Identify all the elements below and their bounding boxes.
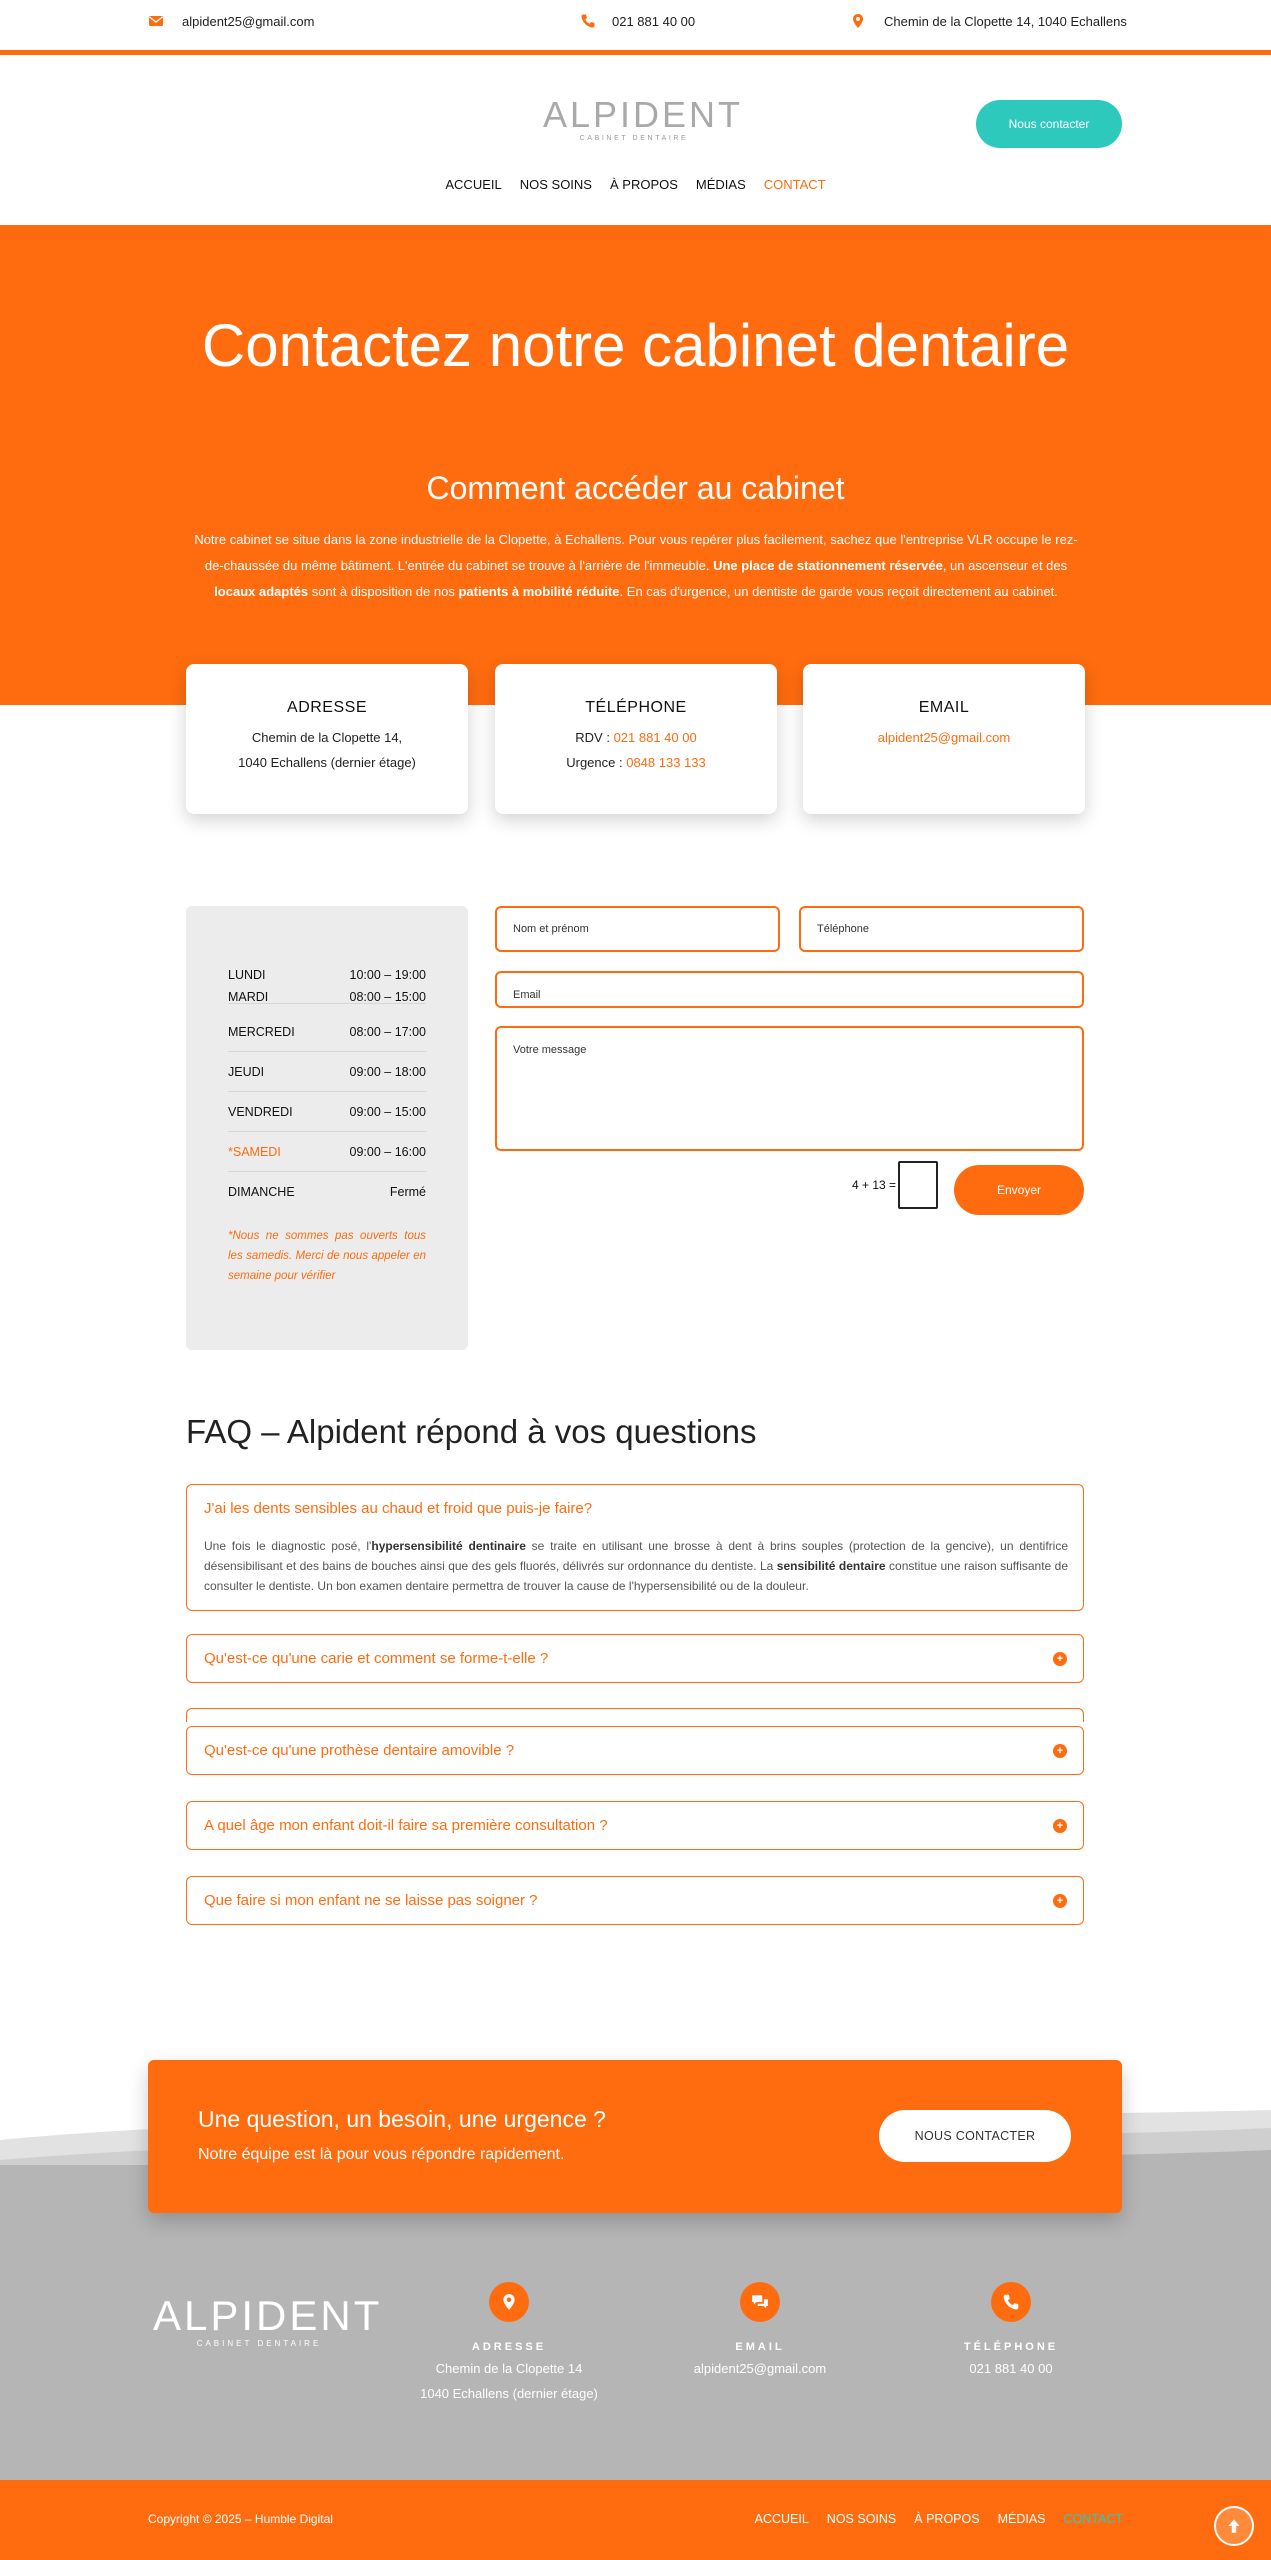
hours-note: *Nous ne sommes pas ouverts tous les samedis. Merci de nous appeler en semaine pour vérifier (228, 1230, 426, 1282)
hours-row: *SAMEDI 09:00 – 16:00 (228, 1132, 426, 1172)
plus-circle-icon[interactable]: + (1053, 1652, 1067, 1666)
footer-address (409, 2282, 609, 2406)
phone-icon (991, 2282, 1031, 2322)
faq-question[interactable]: A quel âge mon enfant doit-il faire sa première consultation ? (204, 1817, 608, 1834)
email-card-link[interactable]: alpident25@gmail.com (877, 730, 1011, 745)
hours-row: DIMANCHE Fermé (228, 1185, 426, 1199)
name-input[interactable]: Nom et prénom (495, 906, 780, 952)
topbar-email[interactable] (148, 13, 314, 29)
cta-banner (148, 2060, 1122, 2213)
topbar-email-text: alpident25@gmail.com (182, 13, 315, 29)
plus-circle-icon[interactable]: + (1053, 1894, 1067, 1908)
footer-logo[interactable] (153, 2292, 383, 2348)
captcha-input[interactable] (898, 1161, 938, 1209)
opening-hours-panel (186, 906, 468, 1350)
topbar-phone[interactable] (580, 13, 695, 29)
footer-phone-link[interactable]: 021 881 40 00 (969, 2361, 1053, 2376)
top-bar (0, 0, 1271, 55)
faq-question[interactable]: Que faire si mon enfant ne se laisse pas soigner ? (204, 1892, 538, 1909)
topbar-address-text: Chemin de la Clopette 14, 1040 Echallens (884, 13, 1127, 29)
footer-email-link[interactable]: alpident25@gmail.com (693, 2361, 827, 2376)
hero-section (0, 225, 1271, 705)
footer-nav-accueil[interactable]: ACCUEIL (754, 2512, 809, 2526)
footer-nav-a-propos[interactable]: À PROPOS (914, 2512, 980, 2526)
footer-nav-contact[interactable]: CONTACT (1063, 2512, 1123, 2526)
footer-email (660, 2282, 860, 2381)
cta-title: Une question, un besoin, une urgence ? (198, 2106, 606, 2132)
faq-title: FAQ – Alpident répond à vos questions (186, 1413, 757, 1450)
cta-contact-button[interactable]: NOUS CONTACTER (879, 2110, 1071, 2162)
faq-item-open[interactable] (186, 1484, 1084, 1611)
footer-nav (737, 2512, 1123, 2526)
address-line-2: 1040 Echallens (dernier étage) (238, 755, 416, 770)
scroll-to-top-button[interactable] (1214, 2506, 1254, 2546)
hero-description: Notre cabinet se situe dans la zone industrielle de la Clopette, à Echallens. Pour vous repérer plus facilement, sachez que l'entreprise VLR occupe le rez-de-chaussée du même bâtiment. L'entrée du cabinet se trouve à l'arrière de l'immeuble. Une place de stationnement réservée, un ascenseur et des locaux adaptés sont à disposition de nos patients à mobilité réduite. En cas d'urgence, un dentiste de garde vous reçoit directement au cabinet. (194, 532, 1078, 599)
topbar-address (850, 13, 1127, 29)
copyright: Copyright © 2025 – Humble Digital (148, 2512, 333, 2526)
footer-address-line-2: 1040 Echallens (dernier étage) (420, 2386, 598, 2401)
footer-address-line-1: Chemin de la Clopette 14 (435, 2361, 583, 2376)
plus-circle-icon[interactable]: + (1053, 1744, 1067, 1758)
arrow-up-icon (1225, 2517, 1243, 2535)
page-title: Contactez notre cabinet dentaire (201, 312, 1070, 379)
hours-row: MARDI 08:00 – 15:00 (228, 992, 426, 1004)
footer-address-title: ADRESSE (471, 2341, 547, 2353)
footer-nav-nos-soins[interactable]: NOS SOINS (826, 2512, 897, 2526)
envelope-icon (148, 13, 164, 29)
address-card-title: ADRESSE (287, 699, 367, 716)
site-header (0, 60, 1271, 225)
faq-item[interactable] (186, 1726, 1084, 1775)
urgence-phone-link[interactable]: 0848 133 133 (626, 755, 706, 770)
hours-row: LUNDI 10:00 – 19:00 (228, 968, 426, 982)
cta-text: Notre équipe est là pour vous répondre rapidement. (198, 2146, 565, 2163)
send-button[interactable]: Envoyer (954, 1165, 1084, 1215)
hours-row: VENDREDI 09:00 – 15:00 (228, 1092, 426, 1132)
hours-row: JEUDI 09:00 – 18:00 (228, 1052, 426, 1092)
nav-nos-soins[interactable]: NOS SOINS (519, 177, 592, 192)
address-line-1: Chemin de la Clopette 14, (251, 730, 403, 745)
map-pin-icon (850, 13, 866, 29)
phone-icon (580, 13, 596, 29)
footer-logo-subtitle: CABINET DENTAIRE (196, 2339, 322, 2348)
faq-question[interactable]: Qu'est-ce qu'une carie et comment se forme-t-elle ? (204, 1650, 549, 1667)
captcha-label: 4 + 13 = (852, 1178, 897, 1192)
phone-card-title: TÉLÉPHONE (585, 699, 687, 716)
map-pin-icon (489, 2282, 529, 2322)
footer-phone (911, 2282, 1111, 2381)
bottom-bar (0, 2480, 1271, 2560)
plus-circle-icon[interactable]: + (1053, 1819, 1067, 1833)
email-card-title: EMAIL (918, 699, 970, 716)
hours-row: MERCREDI 08:00 – 17:00 (228, 1012, 426, 1052)
rdv-line: RDV : 021 881 40 00 (575, 730, 697, 745)
hero-subtitle: Comment accéder au cabinet (426, 470, 845, 506)
email-card (803, 664, 1085, 814)
logo-text: ALPIDENT (543, 94, 744, 135)
nav-accueil[interactable]: ACCUEIL (445, 177, 502, 192)
footer-logo-text: ALPIDENT (153, 2292, 383, 2339)
faq-question[interactable]: Qu'est-ce qu'une prothèse dentaire amovible ? (204, 1742, 515, 1759)
logo[interactable] (543, 94, 744, 146)
faq-item[interactable] (186, 1876, 1084, 1925)
nav-medias[interactable]: MÉDIAS (695, 177, 746, 192)
nav-contact[interactable]: CONTACT (763, 177, 826, 192)
footer-nav-medias[interactable]: MÉDIAS (997, 2512, 1046, 2526)
faq-item[interactable] (186, 1634, 1084, 1683)
topbar-phone-text: 021 881 40 00 (612, 13, 696, 29)
footer-email-title: EMAIL (735, 2341, 785, 2353)
message-textarea[interactable]: Votre message (495, 1026, 1084, 1151)
urgence-line: Urgence : 0848 133 133 (566, 755, 706, 770)
faq-answer: Une fois le diagnostic posé, l'hypersensibilité dentinaire se traite en utilisant une brosse à dent à brins souples (protection de la gencive), un dentifrice désensibilisant et des bains de bouches ainsi que des gels fluorés, délivrés sur ordonnance du dentiste. La sensibilité dentaire constitue une raison suffisante de consulter le dentiste. Un bon examen dentaire permettra de trouver la cause de l'hypersensibilité ou de la douleur. (204, 1539, 1069, 1593)
footer-phone-title: TÉLÉPHONE (963, 2341, 1059, 2353)
main-nav (0, 177, 1271, 192)
faq-item[interactable] (186, 1801, 1084, 1850)
logo-subtitle: CABINET DENTAIRE (579, 135, 689, 142)
phone-card (495, 664, 777, 814)
rdv-phone-link[interactable]: 021 881 40 00 (613, 730, 697, 745)
faq-item-partial[interactable] (186, 1708, 1084, 1722)
address-card (186, 664, 468, 814)
chat-bubbles-icon (740, 2282, 780, 2322)
phone-input[interactable]: Téléphone (799, 906, 1084, 952)
faq-question[interactable]: J'ai les dents sensibles au chaud et froid que puis-je faire? (204, 1500, 593, 1517)
contact-us-button[interactable]: Nous contacter (976, 100, 1122, 148)
nav-a-propos[interactable]: À PROPOS (609, 177, 678, 192)
email-input[interactable]: Email (495, 971, 1084, 1008)
